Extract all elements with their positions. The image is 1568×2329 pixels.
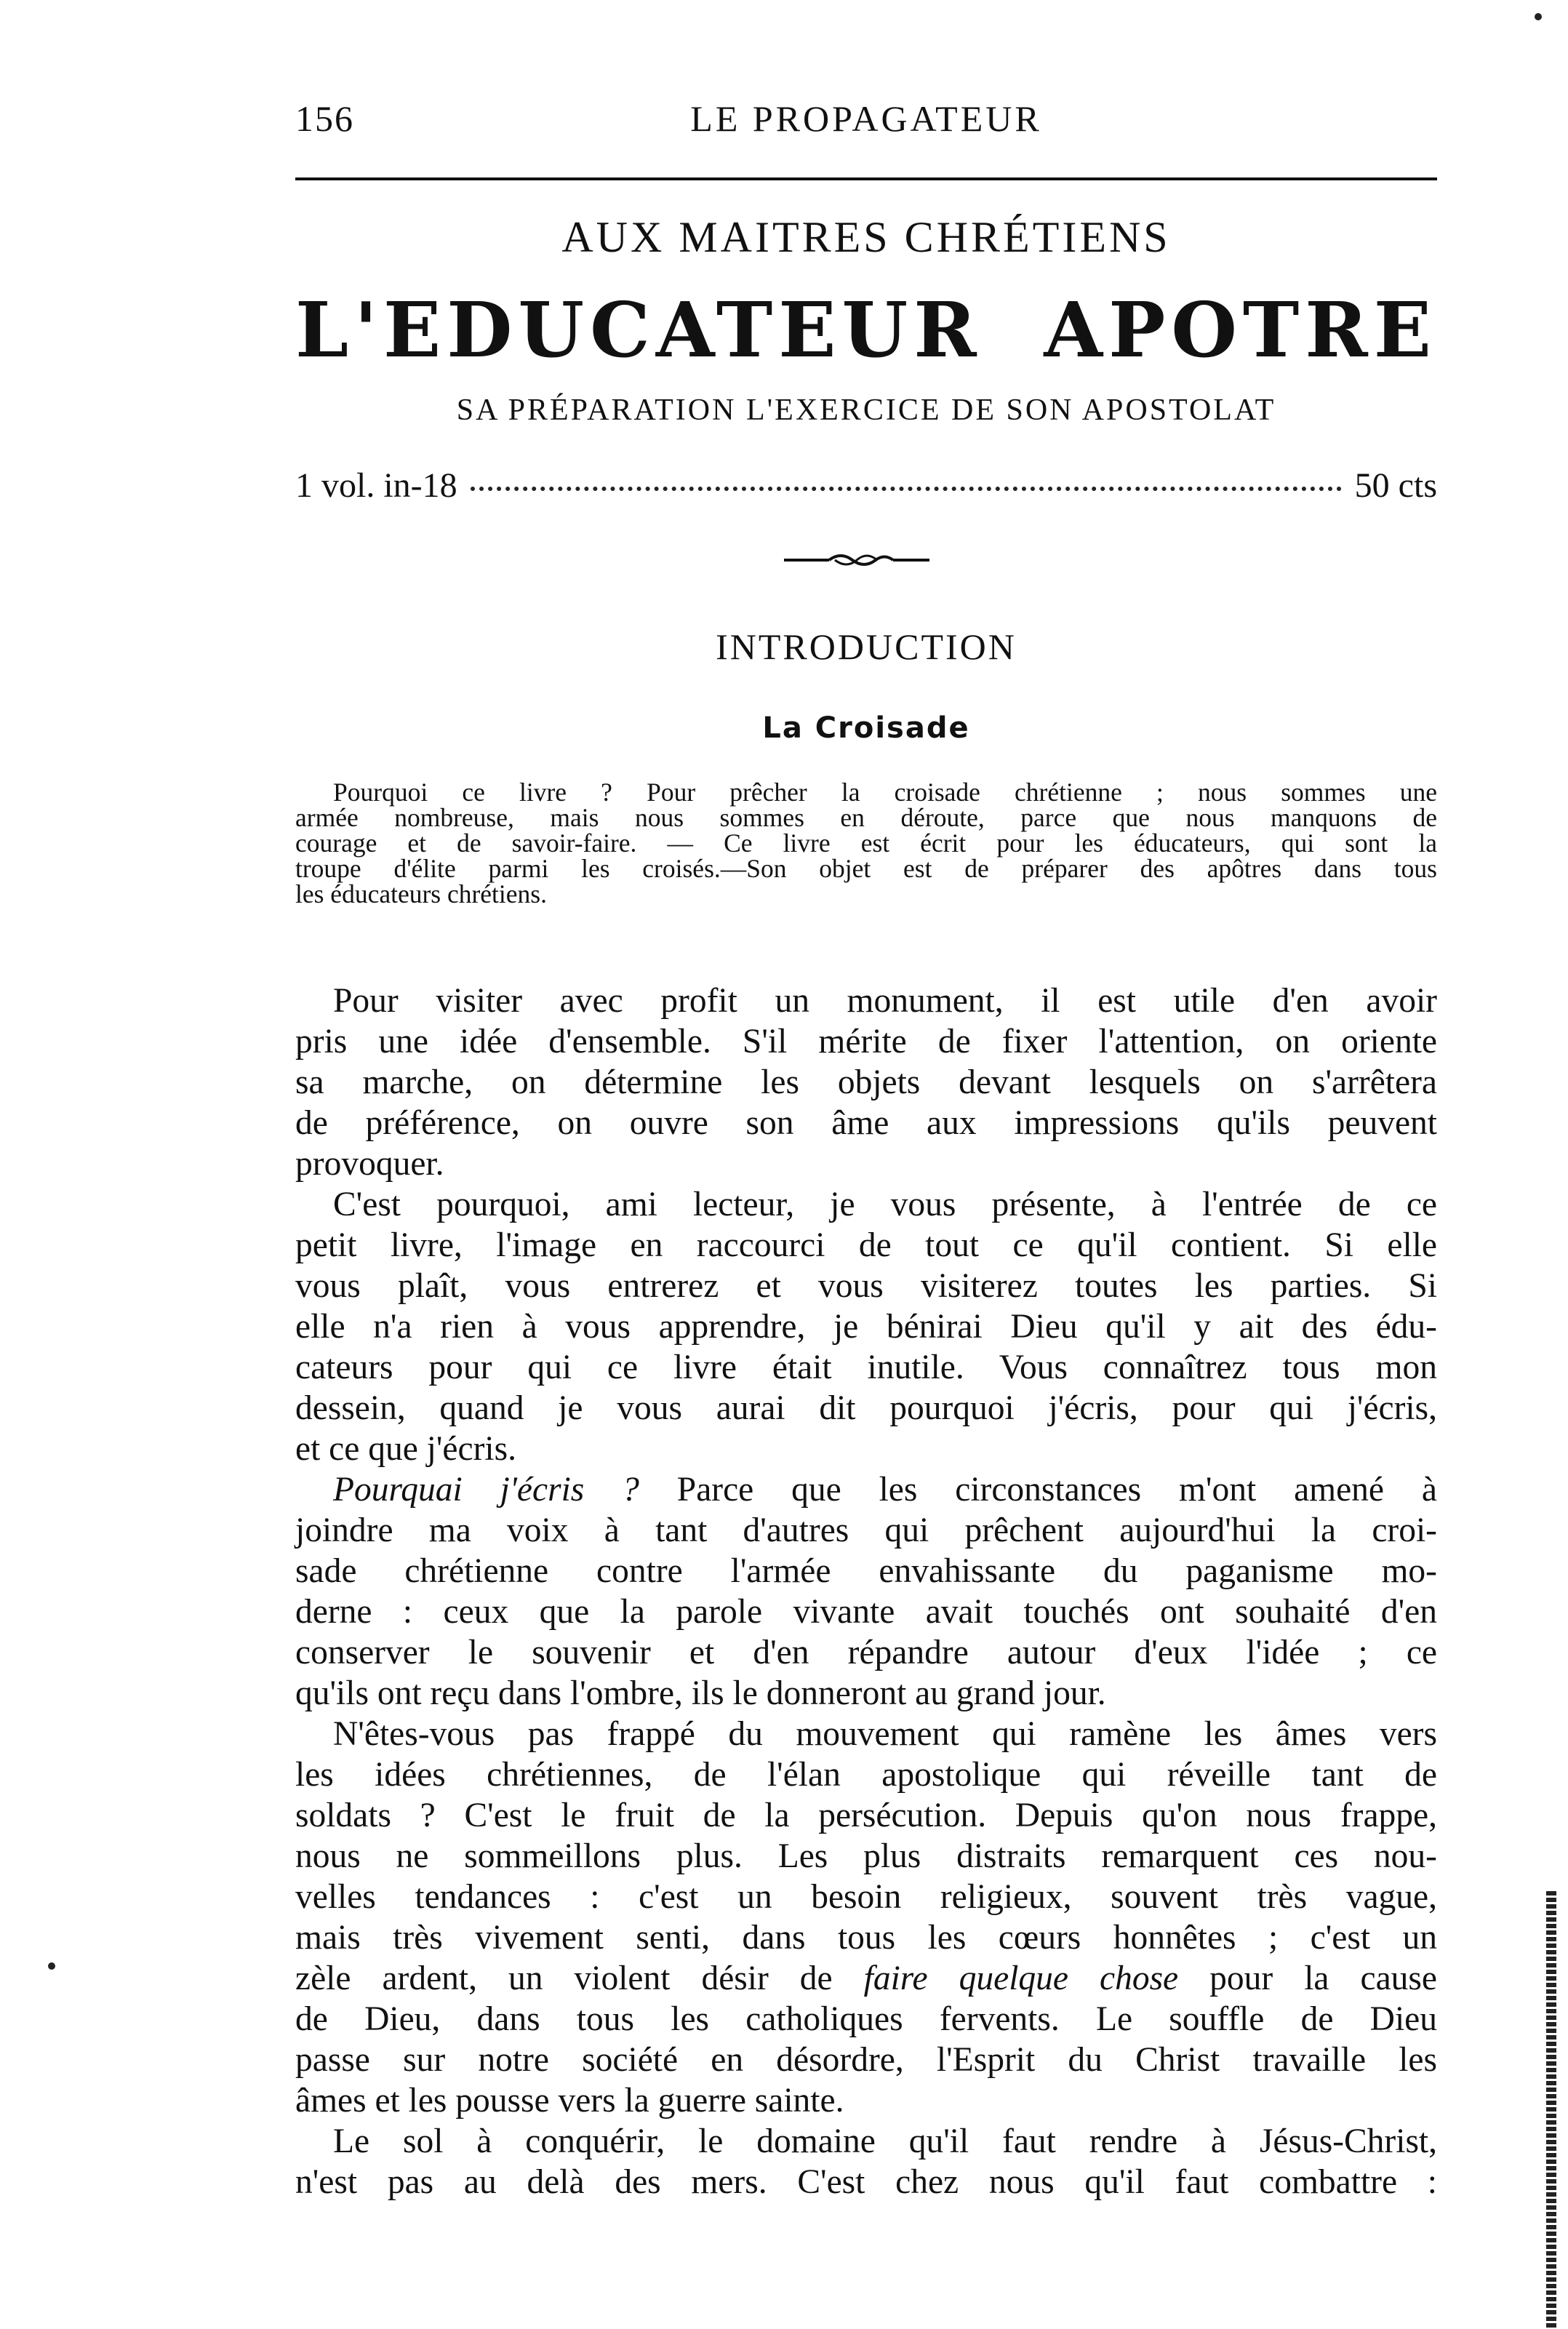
text-line: sade chrétienne contre l'armée envahissante du paganisme mo- [295,1552,1437,1590]
text-line [295,1469,1437,1510]
text-line: de préférence, on ouvre son âme aux impressions qu'ils peuvent [295,1104,1437,1142]
text-line: soldats ? C'est le fruit de la persécution. Depuis qu'on nous frappe, [295,1797,1437,1834]
text-line: joindre ma voix à tant d'autres qui prêchent aujourd'hui la croi- [295,1511,1437,1549]
body-text [295,980,1437,2202]
summary-line: courage et de savoir-faire. — Ce livre est écrit pour les éducateurs, qui sont la [295,828,1437,858]
text-line: qu'ils ont reçu dans l'ombre, ils le donneront au grand jour. [295,1674,1106,1712]
book-title [295,285,1437,375]
text-line: vous plaît, vous entrerez et vous visiterez toutes les parties. Si [295,1267,1437,1305]
text-line: passe sur notre société en désordre, l'Esprit du Christ travaille les [295,2041,1437,2079]
text-span: zèle ardent, un violent désir de [295,1960,864,1997]
text-line: petit livre, l'image en raccourci de tout ce qu'il contient. Si elle [295,1226,1437,1264]
price: 50 cts [1354,466,1437,505]
italic-phrase: faire quelque chose [863,1960,1179,1997]
paragraph [295,1469,1437,1714]
header-rule [295,177,1437,180]
section-subheading: La Croisade [762,711,970,745]
text-line: cateurs pour qui ce livre était inutile. Vous connaîtrez tous mon [295,1349,1437,1386]
summary-line: Pourquoi ce livre ? Pour prêcher la croisade chrétienne ; nous sommes une [333,778,1437,807]
text-line: et ce que j'écris. [295,1430,516,1468]
text-line: N'êtes-vous pas frappé du mouvement qui ramène les âmes vers [333,1715,1437,1753]
page-number: 156 [295,98,354,139]
text-line: Pour visiter avec profit un monument, il est utile d'en avoir [333,982,1437,1020]
text-line: n'est pas au delà des mers. C'est chez nous qu'il faut combattre : [295,2163,1437,2201]
book-title-right: APOTRE [1044,285,1437,375]
text-line: conserver le souvenir et d'en répandre autour d'eux l'idée ; ce [295,1634,1437,1671]
text-span: pour la cause [1178,1960,1437,1997]
journal-title: LE PROPAGATEUR [690,98,1042,139]
text-line: elle n'a rien à vous apprendre, je bénirai Dieu qu'il y ait des édu- [295,1308,1437,1346]
summary-line: les éducateurs chrétiens. [295,879,547,908]
scan-edge-mark [1546,1891,1556,2329]
price-line [295,466,1437,512]
text-line: dessein, quand je vous aurai dit pourquoi j'écris, pour qui j'écris, [295,1389,1437,1427]
chapter-summary [295,780,1437,907]
paragraph [295,2121,1437,2202]
book-subtitle: SA PRÉPARATION L'EXERCICE DE SON APOSTOLAT [456,394,1276,427]
text-line [295,1958,1437,1999]
text-line: mais très vivement senti, dans tous les cœurs honnêtes ; c'est un [295,1919,1437,1957]
paragraph [295,1714,1437,2121]
text-line: sa marche, on détermine les objets devant lesquels on s'arrêtera [295,1063,1437,1101]
dot-leader [471,487,1342,491]
advert-dedication: AUX MAITRES CHRÉTIENS [561,213,1171,261]
paragraph [295,980,1437,1184]
volume-format: 1 vol. in-18 [295,466,457,505]
text-line: derne : ceux que la parole vivante avait touchés ont souhaité d'en [295,1593,1437,1631]
summary-line: troupe d'élite parmi les croisés.—Son objet est de préparer des apôtres dans tous [295,854,1437,883]
print-speck [1535,13,1542,20]
summary-line: armée nombreuse, mais nous sommes en déroute, parce que nous manquons de [295,803,1437,832]
running-head [295,97,1437,141]
paragraph [295,1184,1437,1469]
print-speck [48,1962,55,1970]
text-line: de Dieu, dans tous les catholiques fervents. Le souffle de Dieu [295,2000,1437,2038]
italic-phrase: Pourquai j'écris ? [333,1471,639,1509]
text-line: nous ne sommeillons plus. Les plus distraits remarquent ces nou- [295,1837,1437,1875]
text-line: Le sol à conquérir, le domaine qu'il faut rendre à Jésus-Christ, [333,2122,1437,2160]
text-span: Parce que les circonstances m'ont amené à [639,1471,1437,1509]
section-heading: INTRODUCTION [716,626,1017,667]
text-line: les idées chrétiennes, de l'élan apostolique qui réveille tant de [295,1756,1437,1794]
text-line: pris une idée d'ensemble. S'il mérite de fixer l'attention, on oriente [295,1023,1437,1060]
text-line: âmes et les pousse vers la guerre sainte. [295,2082,844,2120]
text-line: C'est pourquoi, ami lecteur, je vous présente, à l'entrée de ce [333,1186,1437,1223]
text-line: velles tendances : c'est un besoin religieux, souvent très vague, [295,1878,1437,1916]
ornament-divider [784,549,929,571]
book-title-left: L'EDUCATEUR [295,285,983,375]
text-line: provoquer. [295,1145,444,1183]
